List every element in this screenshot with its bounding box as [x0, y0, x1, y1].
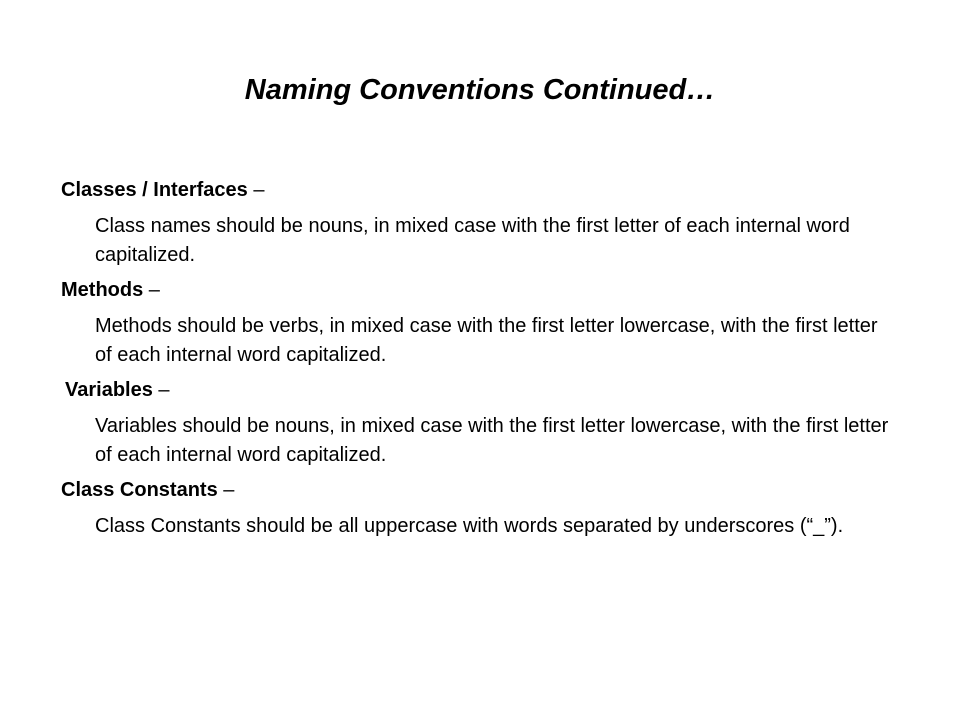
term-label: Classes / Interfaces	[61, 179, 248, 201]
description-class-constants: Class Constants should be all uppercase with words separated by underscores (“_”).	[95, 515, 844, 537]
term-classes-interfaces	[61, 176, 901, 204]
slide-title: Naming Conventions Continued…	[244, 74, 716, 106]
description-classes-interfaces: Class names should be nouns, in mixed case with the first letter of each internal word capitalized.	[95, 215, 850, 266]
term-dash: –	[247, 179, 265, 201]
term-dash: –	[143, 279, 160, 301]
term-methods	[61, 276, 901, 304]
term-variables	[61, 376, 901, 404]
description-variables: Variables should be nouns, in mixed case with the first letter lowercase, with the first letter of each internal word capitalized.	[95, 415, 889, 466]
term-label: Variables	[65, 379, 153, 401]
term-dash: –	[217, 479, 235, 501]
term-dash: –	[152, 379, 170, 401]
description-methods: Methods should be verbs, in mixed case with the first letter lowercase, with the first letter of each internal word capitalized.	[95, 315, 878, 366]
term-label: Methods	[61, 279, 144, 301]
term-class-constants	[61, 476, 901, 504]
term-label: Class Constants	[61, 479, 218, 501]
slide-content	[61, 176, 901, 541]
